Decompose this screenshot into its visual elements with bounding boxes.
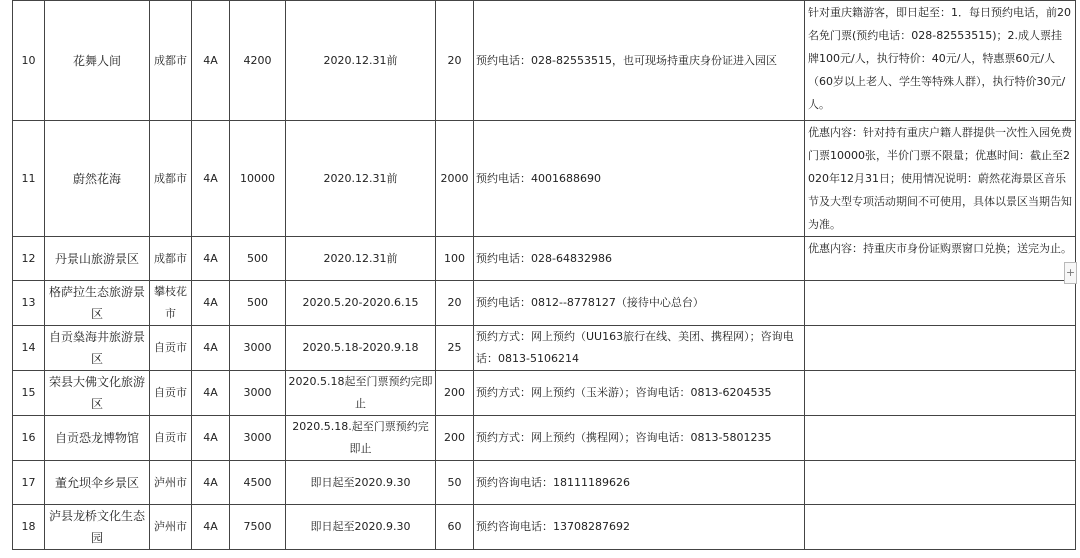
row-number: 10 [13,1,45,121]
table-row [13,326,1076,371]
rating: 4A [192,281,230,326]
attraction-name: 自贡燊海井旅游景区 [45,326,150,371]
daily-quota: 200 [436,416,474,461]
row-number: 18 [13,505,45,550]
table-row [13,281,1076,326]
attractions-table [12,0,1076,550]
offer-details [805,371,1076,416]
offer-details [805,461,1076,505]
rating: 4A [192,505,230,550]
booking-contact: 预约咨询电话：13708287692 [474,505,805,550]
ticket-count: 3000 [230,416,286,461]
ticket-count: 4200 [230,1,286,121]
offer-details: 优惠内容：持重庆市身份证购票窗口兑换；送完为止。 [805,237,1076,281]
row-number: 14 [13,326,45,371]
ticket-count: 10000 [230,121,286,237]
table-row [13,1,1076,121]
attraction-name: 荣县大佛文化旅游区 [45,371,150,416]
table-row [13,237,1076,281]
offer-details [805,281,1076,326]
validity-period: 2020.5.18.起至门票预约完即止 [286,416,436,461]
table-row [13,505,1076,550]
table-row [13,121,1076,237]
attraction-name: 丹景山旅游景区 [45,237,150,281]
row-number: 15 [13,371,45,416]
attraction-name: 自贡恐龙博物馆 [45,416,150,461]
daily-quota: 25 [436,326,474,371]
rating: 4A [192,461,230,505]
rating: 4A [192,237,230,281]
offer-details: 针对重庆籍游客，即日起至：1．每日预约电话，前20名免门票(预约电话：028-82553515)；2.成人票挂牌100元/人，执行特价：40元/人，特惠票60元/人（60岁以上老人、学生等特殊人群），执行特价30元/人。 [805,1,1076,121]
ticket-count: 3000 [230,371,286,416]
city: 自贡市 [150,326,192,371]
ticket-count: 500 [230,281,286,326]
validity-period: 2020.12.31前 [286,237,436,281]
rating: 4A [192,1,230,121]
table-row [13,371,1076,416]
row-number: 16 [13,416,45,461]
validity-period: 即日起至2020.9.30 [286,505,436,550]
offer-details [805,326,1076,371]
daily-quota: 60 [436,505,474,550]
daily-quota: 200 [436,371,474,416]
attraction-name: 泸县龙桥文化生态园 [45,505,150,550]
city: 攀枝花市 [150,281,192,326]
rating: 4A [192,371,230,416]
ticket-count: 4500 [230,461,286,505]
row-number: 11 [13,121,45,237]
attraction-name: 董允坝伞乡景区 [45,461,150,505]
booking-contact: 预约电话：028-64832986 [474,237,805,281]
attraction-name: 格萨拉生态旅游景区 [45,281,150,326]
city: 自贡市 [150,371,192,416]
validity-period: 2020.12.31前 [286,1,436,121]
validity-period: 2020.5.20-2020.6.15 [286,281,436,326]
ticket-count: 7500 [230,505,286,550]
ticket-count: 500 [230,237,286,281]
offer-details [805,505,1076,550]
row-number: 13 [13,281,45,326]
city: 泸州市 [150,461,192,505]
validity-period: 2020.5.18起至门票预约完即止 [286,371,436,416]
validity-period: 2020.12.31前 [286,121,436,237]
booking-contact: 预约方式：网上预约（携程网）；咨询电话：0813-5801235 [474,416,805,461]
booking-contact: 预约咨询电话：18111189626 [474,461,805,505]
booking-contact: 预约电话：4001688690 [474,121,805,237]
city: 泸州市 [150,505,192,550]
table-row [13,416,1076,461]
daily-quota: 50 [436,461,474,505]
attraction-name: 花舞人间 [45,1,150,121]
attraction-name: 蔚然花海 [45,121,150,237]
rating: 4A [192,416,230,461]
booking-contact: 预约电话：028-82553515，也可现场持重庆身份证进入园区 [474,1,805,121]
add-column-button[interactable] [1064,262,1077,284]
rating: 4A [192,326,230,371]
rating: 4A [192,121,230,237]
booking-contact: 预约电话：0812--8778127（接待中心总台） [474,281,805,326]
booking-contact: 预约方式：网上预约（UU163旅行在线、美团、携程网）；咨询电话：0813-5106214 [474,326,805,371]
plus-icon: + [1065,266,1076,279]
validity-period: 即日起至2020.9.30 [286,461,436,505]
daily-quota: 20 [436,281,474,326]
daily-quota: 100 [436,237,474,281]
ticket-count: 3000 [230,326,286,371]
row-number: 17 [13,461,45,505]
daily-quota: 2000 [436,121,474,237]
city: 自贡市 [150,416,192,461]
offer-details [805,416,1076,461]
city: 成都市 [150,1,192,121]
booking-contact: 预约方式：网上预约（玉米游）；咨询电话：0813-6204535 [474,371,805,416]
daily-quota: 20 [436,1,474,121]
city: 成都市 [150,237,192,281]
table-row [13,461,1076,505]
row-number: 12 [13,237,45,281]
offer-details: 优惠内容：针对持有重庆户籍人群提供一次性入园免费门票10000张，半价门票不限量；优惠时间：截止至2020年12月31日；使用情况说明：蔚然花海景区音乐节及大型专项活动期间不可使用，具体以景区当期告知为准。 [805,121,1076,237]
city: 成都市 [150,121,192,237]
validity-period: 2020.5.18-2020.9.18 [286,326,436,371]
